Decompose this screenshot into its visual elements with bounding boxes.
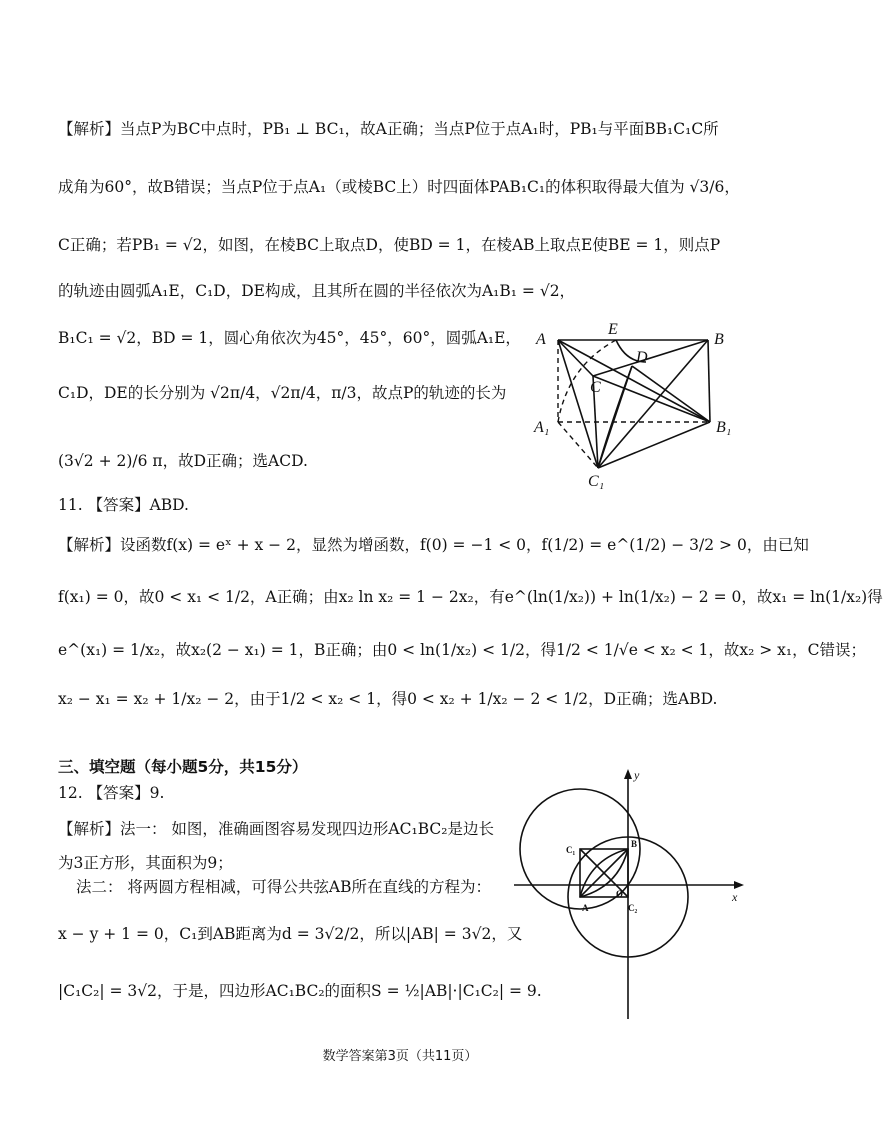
label-D: D — [636, 349, 648, 366]
p12-line-4: x − y + 1 = 0，C₁到AB距离为d = 3√2/2，所以|AB| = 3√2，又 — [58, 925, 523, 943]
p10-line-2: 成角为60°，故B错误；当点P位于点A₁（或棱BC上）时四面体PAB₁C₁的体积取得最大值为 √3/6， — [58, 178, 740, 196]
label-C1-center: C₁ — [566, 845, 576, 855]
axis-label-y: y — [634, 768, 640, 782]
label-E: E — [608, 321, 618, 338]
label-A-point: A — [582, 903, 589, 913]
label-B1: B₁ — [716, 419, 732, 436]
p11-line-1: 【解析】设函数f(x) = eˣ + x − 2，显然为增函数，f(0) = −1 < 0，f(1/2) = e^(1/2) − 3/2 > 0，由已知 — [58, 536, 809, 554]
p12-answer: 12. 【答案】9. — [58, 784, 165, 802]
p10-line-6: C₁D，DE的长分别为 √2π/4，√2π/4，π/3，故点P的轨迹的长为 — [58, 384, 507, 402]
label-A: A — [536, 331, 546, 348]
p10-line-4: 的轨迹由圆弧A₁E，C₁D，DE构成，且其所在圆的半径依次为A₁B₁ = √2， — [58, 282, 576, 300]
p12-line-1: 【解析】法一： 如图，准确画图容易发现四边形AC₁BC₂是边长 — [58, 820, 494, 838]
p10-line-7: (3√2 + 2)/6 π，故D正确；选ACD. — [58, 452, 308, 470]
p11-line-3: e^(x₁) = 1/x₂，故x₂(2 − x₁) = 1，B正确；由0 < ln(1/x₂) < 1/2，得1/2 < 1/√e < x₂ < 1，故x₂ > x₁，C错误； — [58, 641, 866, 659]
label-C: C — [590, 379, 601, 396]
label-B-point: B — [631, 839, 638, 849]
p10-line-1: 【解析】当点P为BC中点时，PB₁ ⊥ BC₁，故A正确；当点P位于点A₁时，PB₁与平面BB₁C₁C所 — [58, 120, 719, 138]
p12-line-5: |C₁C₂| = 3√2，于是，四边形AC₁BC₂的面积S = ½|AB|·|C₁C₂| = 9. — [58, 982, 542, 1000]
p12-line-2: 为3正方形，其面积为9； — [58, 854, 233, 872]
p10-line-3: C正确；若PB₁ = √2，如图，在棱BC上取点D，使BD = 1，在棱AB上取点E使BE = 1，则点P — [58, 236, 721, 254]
p11-line-2: f(x₁) = 0，故0 < x₁ < 1/2，A正确；由x₂ ln x₂ = 1 − 2x₂，有e^(ln(1/x₂)) + ln(1/x₂) − 2 = 0，故x₁ = ln(1/x₂)得 — [58, 588, 883, 606]
p12-line-3: 法二： 将两圆方程相减，可得公共弦AB所在直线的方程为： — [76, 878, 492, 896]
section-3-title: 三、填空题（每小题5分，共15分） — [58, 758, 308, 776]
p11-answer: 11. 【答案】ABD. — [58, 496, 189, 514]
label-B: B — [714, 331, 724, 348]
p10-line-5: B₁C₁ = √2，BD = 1，圆心角依次为45°，45°，60°，圆弧A₁E， — [58, 329, 521, 347]
axis-label-x: x — [732, 890, 738, 904]
page-footer: 数学答案第3页（共11页） — [322, 1049, 478, 1064]
circles-figure — [510, 765, 748, 1023]
p11-line-4: x₂ − x₁ = x₂ + 1/x₂ − 2，由于1/2 < x₂ < 1，得0 < x₂ + 1/x₂ − 2 < 1/2，D正确；选ABD. — [58, 690, 718, 708]
label-C2-center: C₂ — [628, 903, 638, 913]
label-A1: A₁ — [534, 419, 550, 436]
label-O-origin: O — [616, 889, 624, 899]
label-C1: C₁ — [588, 473, 605, 490]
prism-figure — [528, 318, 740, 490]
